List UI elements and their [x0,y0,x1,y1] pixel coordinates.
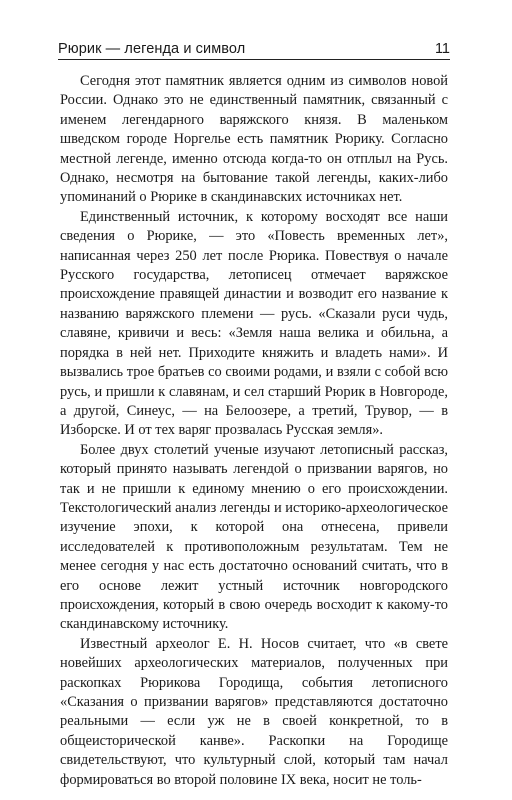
body-text [60,72,448,790]
paragraph-chronicle-source: Единственный источник, к которому восходят все наши сведения о Рюрике, — это «Повесть временных лет», написанная через 250 лет после Рюрика. Повествуя о начале Русского государства, летописец отмечает варяжское происхождение правящей династии и возводит его название к названию варяжского племени — русь. «Сказали руси чудь, славяне, кривичи и весь: «Земля наша велика и обильна, а порядка в ней нет. Приходите княжить и владеть нами». И вызвались трое братьев со своими родами, и взяли с собой всю русь, и пришли к славянам, и сел старший Рюрик в Новгороде, а другой, Синеус, — на Белоозере, а третий, Трувор, — в Изборске. И от тех варяг прозвалась Русская земля». [60,208,448,439]
page-number: 11 [434,41,450,57]
paragraph-archaeology: Известный археолог Е. Н. Носов считает, что «в свете новейших археологических материалов, полученных при раскопках Рюрикова Городища, события летописного «Сказания о призвании варягов» представляются достаточно реальными — если уж не в своей конкретной, то в общеисторической канве». Раскопки на Городище свидетельствуют, что культурный слой, который там начал формироваться во второй половине IX века, носит не толь- [60,635,448,788]
paragraph-scholarly-debate: Более двух столетий ученые изучают летописный рассказ, который принято называть легендой о призвании варягов, но так и не пришли к единому мнению о его происхождении. Текстологический анализ легенды и историко-археологическое изучение эпохи, к которой она отнесена, привели исследователей к противоположным результатам. Тем не менее сегодня у нас есть достаточно оснований считать, что в его основе лежит устный источник новгородского происхождения, который в свою очередь восходит к какому-то скандинавскому источнику. [60,441,448,633]
running-head [58,40,450,60]
running-title: Рюрик — легенда и символ [58,41,246,57]
paragraph-monument: Сегодня этот памятник является одним из символов новой России. Однако это не единственный памятник, связанный с именем легендарного варяжского князя. В маленьком шведском городе Норгелье есть памятник Рюрику. Согласно местной легенде, именно отсюда когда-то он отплыл на Русь. Однако, несмотря на бытование такой легенды, каких-либо упоминаний о Рюрике в скандинавских источниках нет. [60,73,448,206]
header-rule [58,59,450,60]
